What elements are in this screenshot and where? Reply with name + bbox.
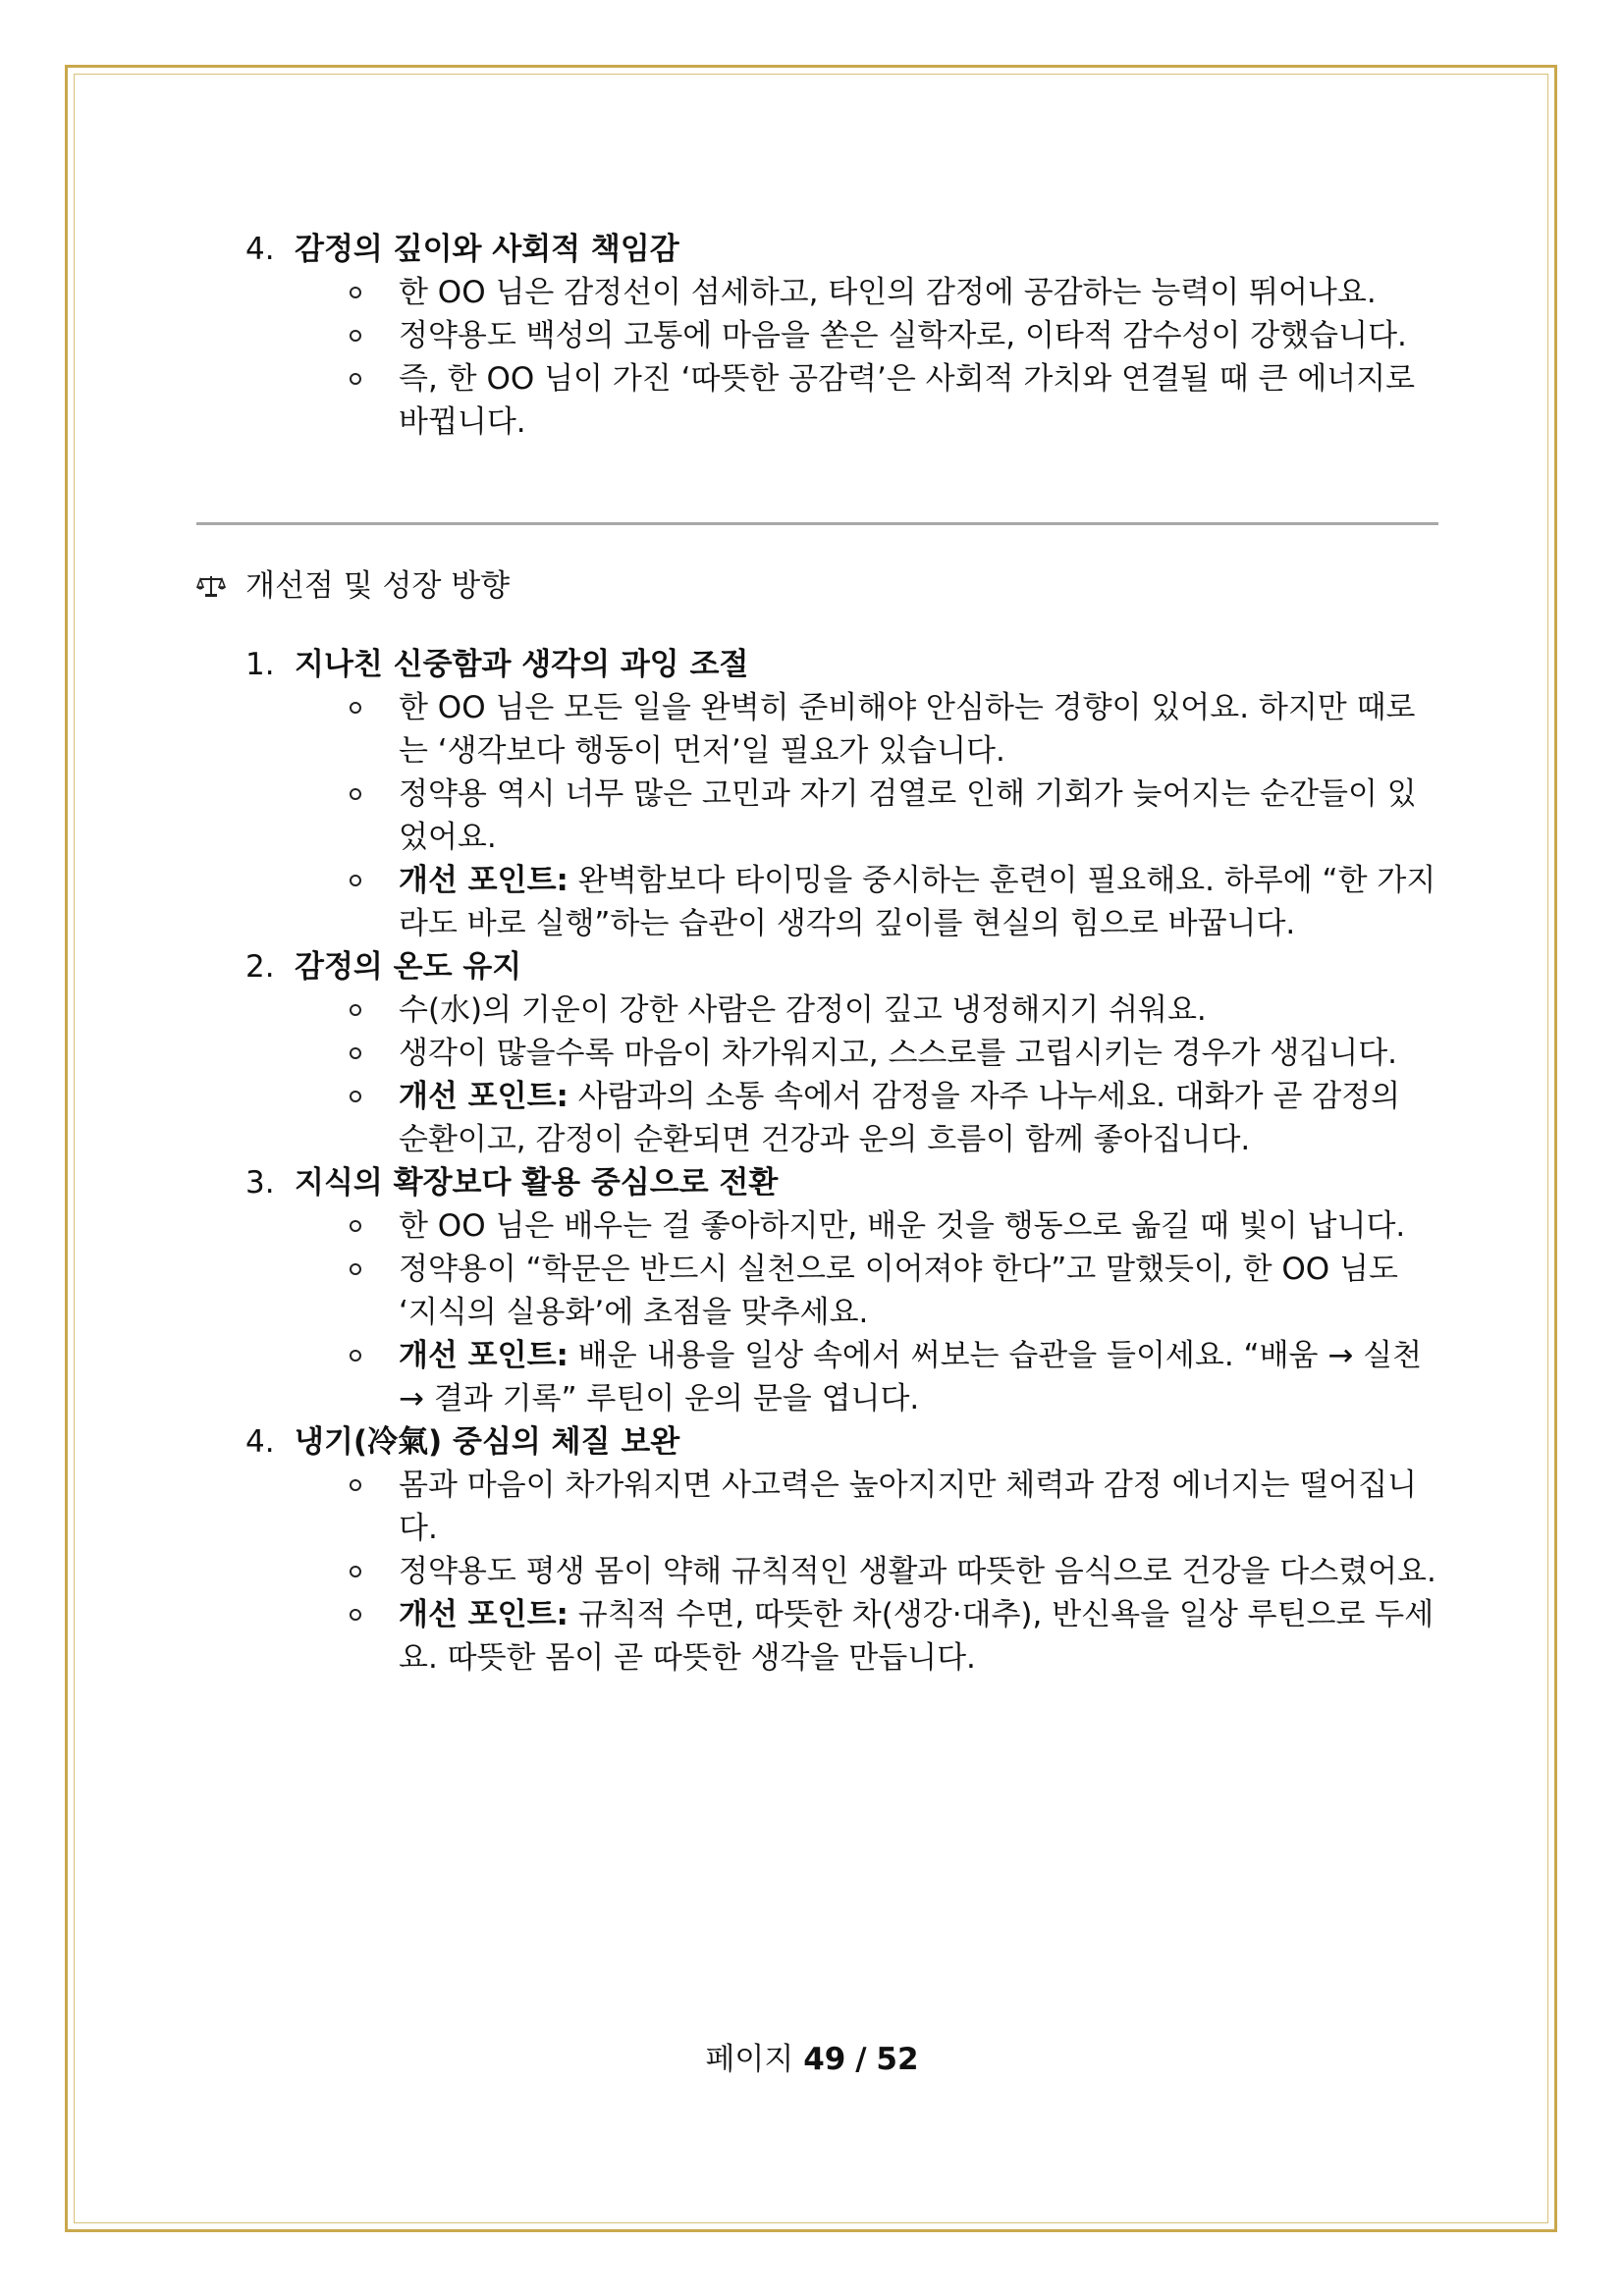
circle-bullet-icon (350, 1047, 361, 1059)
section-divider (196, 522, 1438, 525)
list-item-text: 즉, 한 OO 님이 가진 ‘따뜻한 공감력’은 사회적 가치와 연결될 때 큰 에너지로 바뀝니다. (399, 361, 1416, 440)
circle-bullet-icon (350, 1350, 361, 1362)
circle-bullet-icon (350, 287, 361, 298)
group-heading: 지식의 확장보다 활용 중심으로 전환 (295, 1165, 779, 1201)
list-item (196, 357, 1438, 444)
circle-bullet-icon (350, 702, 361, 714)
group-heading: 냉기(冷氣) 중심의 체질 보완 (295, 1424, 680, 1460)
section-title-text: 개선점 및 성장 방향 (245, 568, 511, 604)
list-item-text: 한 OO 님은 모든 일을 완벽히 준비해야 안심하는 경향이 있어요. 하지만 때로는 ‘생각보다 행동이 먼저’일 필요가 있습니다. (399, 690, 1416, 769)
improvement-point-label: 개선 포인트: (399, 863, 568, 898)
group-heading: 지나친 신중함과 생각의 과잉 조절 (295, 647, 749, 682)
group-1-list (196, 686, 1438, 945)
list-item (196, 1334, 1438, 1420)
list-item (196, 271, 1438, 314)
circle-bullet-icon (350, 1091, 361, 1102)
improvement-section-title (196, 564, 1438, 608)
list-item (196, 1032, 1438, 1075)
list-item-text: 한 OO 님은 감정선이 섬세하고, 타인의 감정에 공감하는 능력이 뛰어나요. (399, 275, 1377, 310)
current-page: 49 (803, 2042, 846, 2077)
circle-bullet-icon (350, 330, 361, 342)
group-number: 3. (245, 1165, 275, 1201)
list-item-text: 규칙적 수면, 따뜻한 차(생강·대추), 반신욕을 일상 루틴으로 두세요. 따뜻한 몸이 곧 따뜻한 생각을 만듭니다. (399, 1597, 1435, 1676)
improvement-point-label: 개선 포인트: (399, 1597, 568, 1632)
page-label: 페이지 (705, 2042, 794, 2077)
group-2-list (196, 988, 1438, 1161)
list-item (196, 988, 1438, 1032)
improvement-group-3 (196, 1161, 1438, 1204)
scales-icon (196, 574, 226, 598)
circle-bullet-icon (350, 1220, 361, 1232)
improvement-group-2 (196, 945, 1438, 988)
list-item (196, 1204, 1438, 1248)
circle-bullet-icon (350, 875, 361, 886)
list-item-text: 정약용이 “학문은 반드시 실천으로 이어져야 한다”고 말했듯이, 한 OO 님도 ‘지식의 실용화’에 초점을 맞추세요. (399, 1252, 1398, 1330)
page-number-footer (0, 2034, 1624, 2078)
improvement-point-label: 개선 포인트: (399, 1079, 568, 1114)
group-heading: 감정의 온도 유지 (295, 949, 522, 985)
list-item-text: 정약용 역시 너무 많은 고민과 자기 검열로 인해 기회가 늦어지는 순간들이 있었어요. (399, 776, 1417, 855)
circle-bullet-icon (350, 1004, 361, 1016)
circle-bullet-icon (350, 1263, 361, 1275)
list-item-text: 한 OO 님은 배우는 걸 좋아하지만, 배운 것을 행동으로 옮길 때 빛이 납니다. (399, 1208, 1406, 1244)
section-heading: 감정의 깊이와 사회적 책임감 (295, 232, 679, 267)
list-item-text: 완벽함보다 타이밍을 중시하는 훈련이 필요해요. 하루에 “한 가지라도 바로 실행”하는 습관이 생각의 깊이를 현실의 힘으로 바꿉니다. (399, 863, 1436, 941)
page-separator: / (855, 2042, 867, 2077)
circle-bullet-icon (350, 1609, 361, 1621)
section-number: 4. (245, 232, 275, 267)
list-item-text: 사람과의 소통 속에서 감정을 자주 나누세요. 대화가 곧 감정의 순환이고, 감정이 순환되면 건강과 운의 흐름이 함께 좋아집니다. (399, 1079, 1401, 1157)
list-item (196, 773, 1438, 859)
list-item (196, 859, 1438, 945)
list-item-text: 수(水)의 기운이 강한 사람은 감정이 깊고 냉정해지기 쉬워요. (399, 992, 1207, 1028)
list-item-text: 정약용도 평생 몸이 약해 규칙적인 생활과 따뜻한 음식으로 건강을 다스렸어요. (399, 1554, 1436, 1589)
improvement-group-4 (196, 1420, 1438, 1464)
improvement-group-1 (196, 643, 1438, 686)
list-item-text: 정약용도 백성의 고통에 마음을 쏟은 실학자로, 이타적 감수성이 강했습니다. (399, 318, 1407, 353)
list-item (196, 686, 1438, 773)
list-item-text: 배운 내용을 일상 속에서 써보는 습관을 들이세요. “배움 → 실천 → 결과 기록” 루틴이 운의 문을 엽니다. (399, 1338, 1423, 1416)
circle-bullet-icon (350, 788, 361, 800)
group-3-list (196, 1204, 1438, 1420)
list-item (196, 1593, 1438, 1680)
group-number: 4. (245, 1424, 275, 1460)
circle-bullet-icon (350, 1566, 361, 1577)
list-item (196, 1248, 1438, 1334)
total-pages: 52 (876, 2042, 919, 2077)
list-item (196, 1075, 1438, 1161)
circle-bullet-icon (350, 373, 361, 385)
list-item (196, 314, 1438, 357)
list-item-text: 생각이 많을수록 마음이 차가워지고, 스스로를 고립시키는 경우가 생깁니다. (399, 1036, 1398, 1071)
circle-bullet-icon (350, 1479, 361, 1491)
section-4-list (196, 271, 1438, 444)
document-body (196, 228, 1438, 1680)
list-item (196, 1464, 1438, 1550)
list-item-text: 몸과 마음이 차가워지면 사고력은 높아지지만 체력과 감정 에너지는 떨어집니다. (399, 1468, 1418, 1546)
section-4 (196, 228, 1438, 271)
improvement-point-label: 개선 포인트: (399, 1338, 568, 1373)
group-4-list (196, 1464, 1438, 1680)
group-number: 2. (245, 949, 275, 985)
list-item (196, 1550, 1438, 1593)
group-number: 1. (245, 647, 275, 682)
